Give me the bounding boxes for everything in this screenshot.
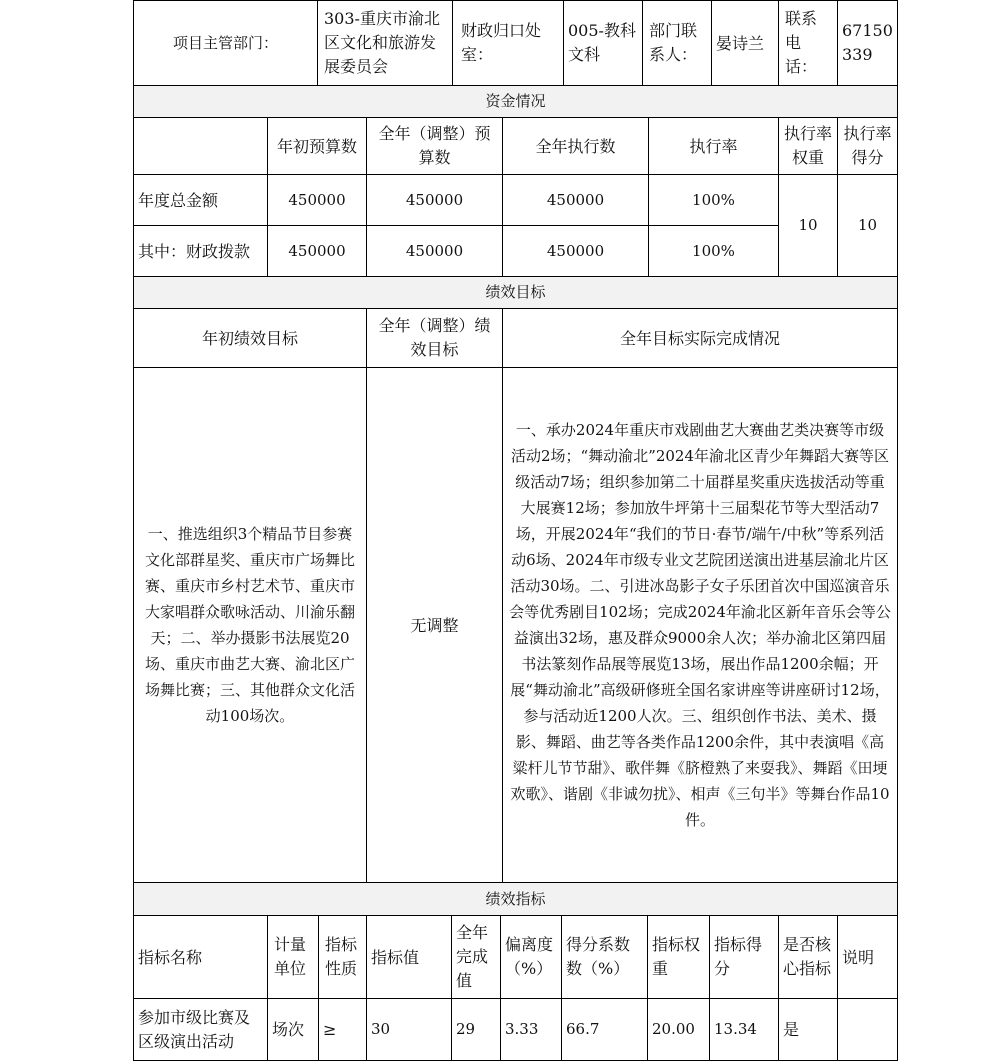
phone-value: 67150339 [837, 0, 898, 86]
performance-evaluation-table [133, 0, 898, 1061]
funds-header-blank [133, 117, 268, 175]
funds-row-initial: 450000 [267, 225, 367, 277]
ind-col-actual: 全年完成值 [451, 915, 501, 999]
finance-value: 005-教科文科 [563, 0, 643, 86]
funds-row-rate: 100% [648, 225, 779, 277]
contact-value: 晏诗兰 [711, 0, 779, 86]
goals-initial-text: 一、推选组织3个精品节目参赛文化部群星奖、重庆市广场舞比赛、重庆市乡村艺术节、重庆市大家唱群众歌咏活动、川渝乐翻天；二、举办摄影书法展览20场、重庆市曲艺大赛、渝北区广场舞比赛；三、其他群众文化活动100场次。 [133, 367, 367, 883]
ind-col-deviation: 偏离度（%） [500, 915, 562, 999]
ind-col-score: 指标得分 [709, 915, 779, 999]
ind-row-coef: 66.7 [561, 998, 648, 1061]
ind-col-nature: 指标性质 [318, 915, 367, 999]
ind-col-value: 指标值 [366, 915, 452, 999]
goals-col-initial: 年初绩效目标 [133, 308, 367, 368]
ind-row-score: 13.34 [709, 998, 779, 1061]
goals-actual-text: 一、承办2024年重庆市戏剧曲艺大赛曲艺类决赛等市级活动2场；“舞动渝北”2024年渝北区青少年舞蹈大赛等区级活动7场；组织参加第二十届群星奖重庆选拔活动等重大展赛12场；参加放牛坪第十三届梨花节等大型活动7场，开展2024年“我们的节日·春节/端午/中秋”等系列活动6场、2024年市级专业文艺院团送演出进基层渝北片区活动30场。二、引进冰岛影子女子乐团首次中国巡演音乐会等优秀剧目102场；完成2024年渝北区新年音乐会等公益演出32场，惠及群众9000余人次；举办渝北区第四届书法篆刻作品展等展览13场，展出作品1200余幅；开展“舞动渝北”高级研修班全国名家讲座等讲座研讨12场，参与活动近1200人次。三、组织创作书法、美术、摄影、舞蹈、曲艺等各类作品1200余件，其中表演唱《高粱杆儿节节甜》、歌伴舞《脐橙熟了来耍我》、舞蹈《田埂欢歌》、谐剧《非诚勿扰》、相声《三句半》等舞台作品10件。 [502, 367, 898, 883]
funds-row-initial: 450000 [267, 174, 367, 226]
funds-row-rate: 100% [648, 174, 779, 226]
ind-col-core: 是否核心指标 [778, 915, 838, 999]
ind-row-weight: 20.00 [647, 998, 710, 1061]
ind-row-nature: ≥ [318, 998, 367, 1061]
col-initial-budget: 年初预算数 [267, 117, 367, 175]
dept-label: 项目主管部门： [133, 0, 318, 86]
col-executed: 全年执行数 [502, 117, 649, 175]
goals-section-title: 绩效目标 [133, 276, 898, 309]
goals-col-adjusted: 全年（调整）绩效目标 [366, 308, 503, 368]
funds-row-label: 其中：财政拨款 [133, 225, 268, 277]
funds-row-label: 年度总金额 [133, 174, 268, 226]
col-score: 执行率得分 [837, 117, 898, 175]
funds-section-title: 资金情况 [133, 85, 898, 118]
funds-row-executed: 450000 [502, 174, 649, 226]
goals-col-actual: 全年目标实际完成情况 [502, 308, 898, 368]
ind-col-unit: 计量单位 [267, 915, 319, 999]
indicators-section-title: 绩效指标 [133, 882, 898, 916]
funds-row-adjusted: 450000 [366, 225, 503, 277]
ind-row-name: 参加市级比赛及区级演出活动 [133, 998, 268, 1061]
ind-row-deviation: 3.33 [500, 998, 562, 1061]
ind-col-name: 指标名称 [133, 915, 268, 999]
ind-col-note: 说明 [837, 915, 898, 999]
dept-value: 303-重庆市渝北区文化和旅游发展委员会 [317, 0, 453, 86]
contact-label: 部门联系人： [642, 0, 712, 86]
col-adjusted-budget: 全年（调整）预算数 [366, 117, 503, 175]
finance-label: 财政归口处室： [452, 0, 564, 86]
ind-col-weight: 指标权重 [647, 915, 710, 999]
goals-adjusted-text: 无调整 [366, 367, 503, 883]
col-rate: 执行率 [648, 117, 779, 175]
phone-label: 联系电话： [778, 0, 838, 86]
col-weight: 执行率权重 [778, 117, 838, 175]
ind-row-value: 30 [366, 998, 452, 1061]
ind-row-actual: 29 [451, 998, 501, 1061]
funds-row-executed: 450000 [502, 225, 649, 277]
funds-score-value: 10 [837, 174, 898, 277]
ind-col-coef: 得分系数数（%） [561, 915, 648, 999]
ind-row-note [837, 998, 898, 1061]
ind-row-core: 是 [778, 998, 838, 1061]
ind-row-unit: 场次 [267, 998, 319, 1061]
funds-weight-value: 10 [778, 174, 838, 277]
funds-row-adjusted: 450000 [366, 174, 503, 226]
